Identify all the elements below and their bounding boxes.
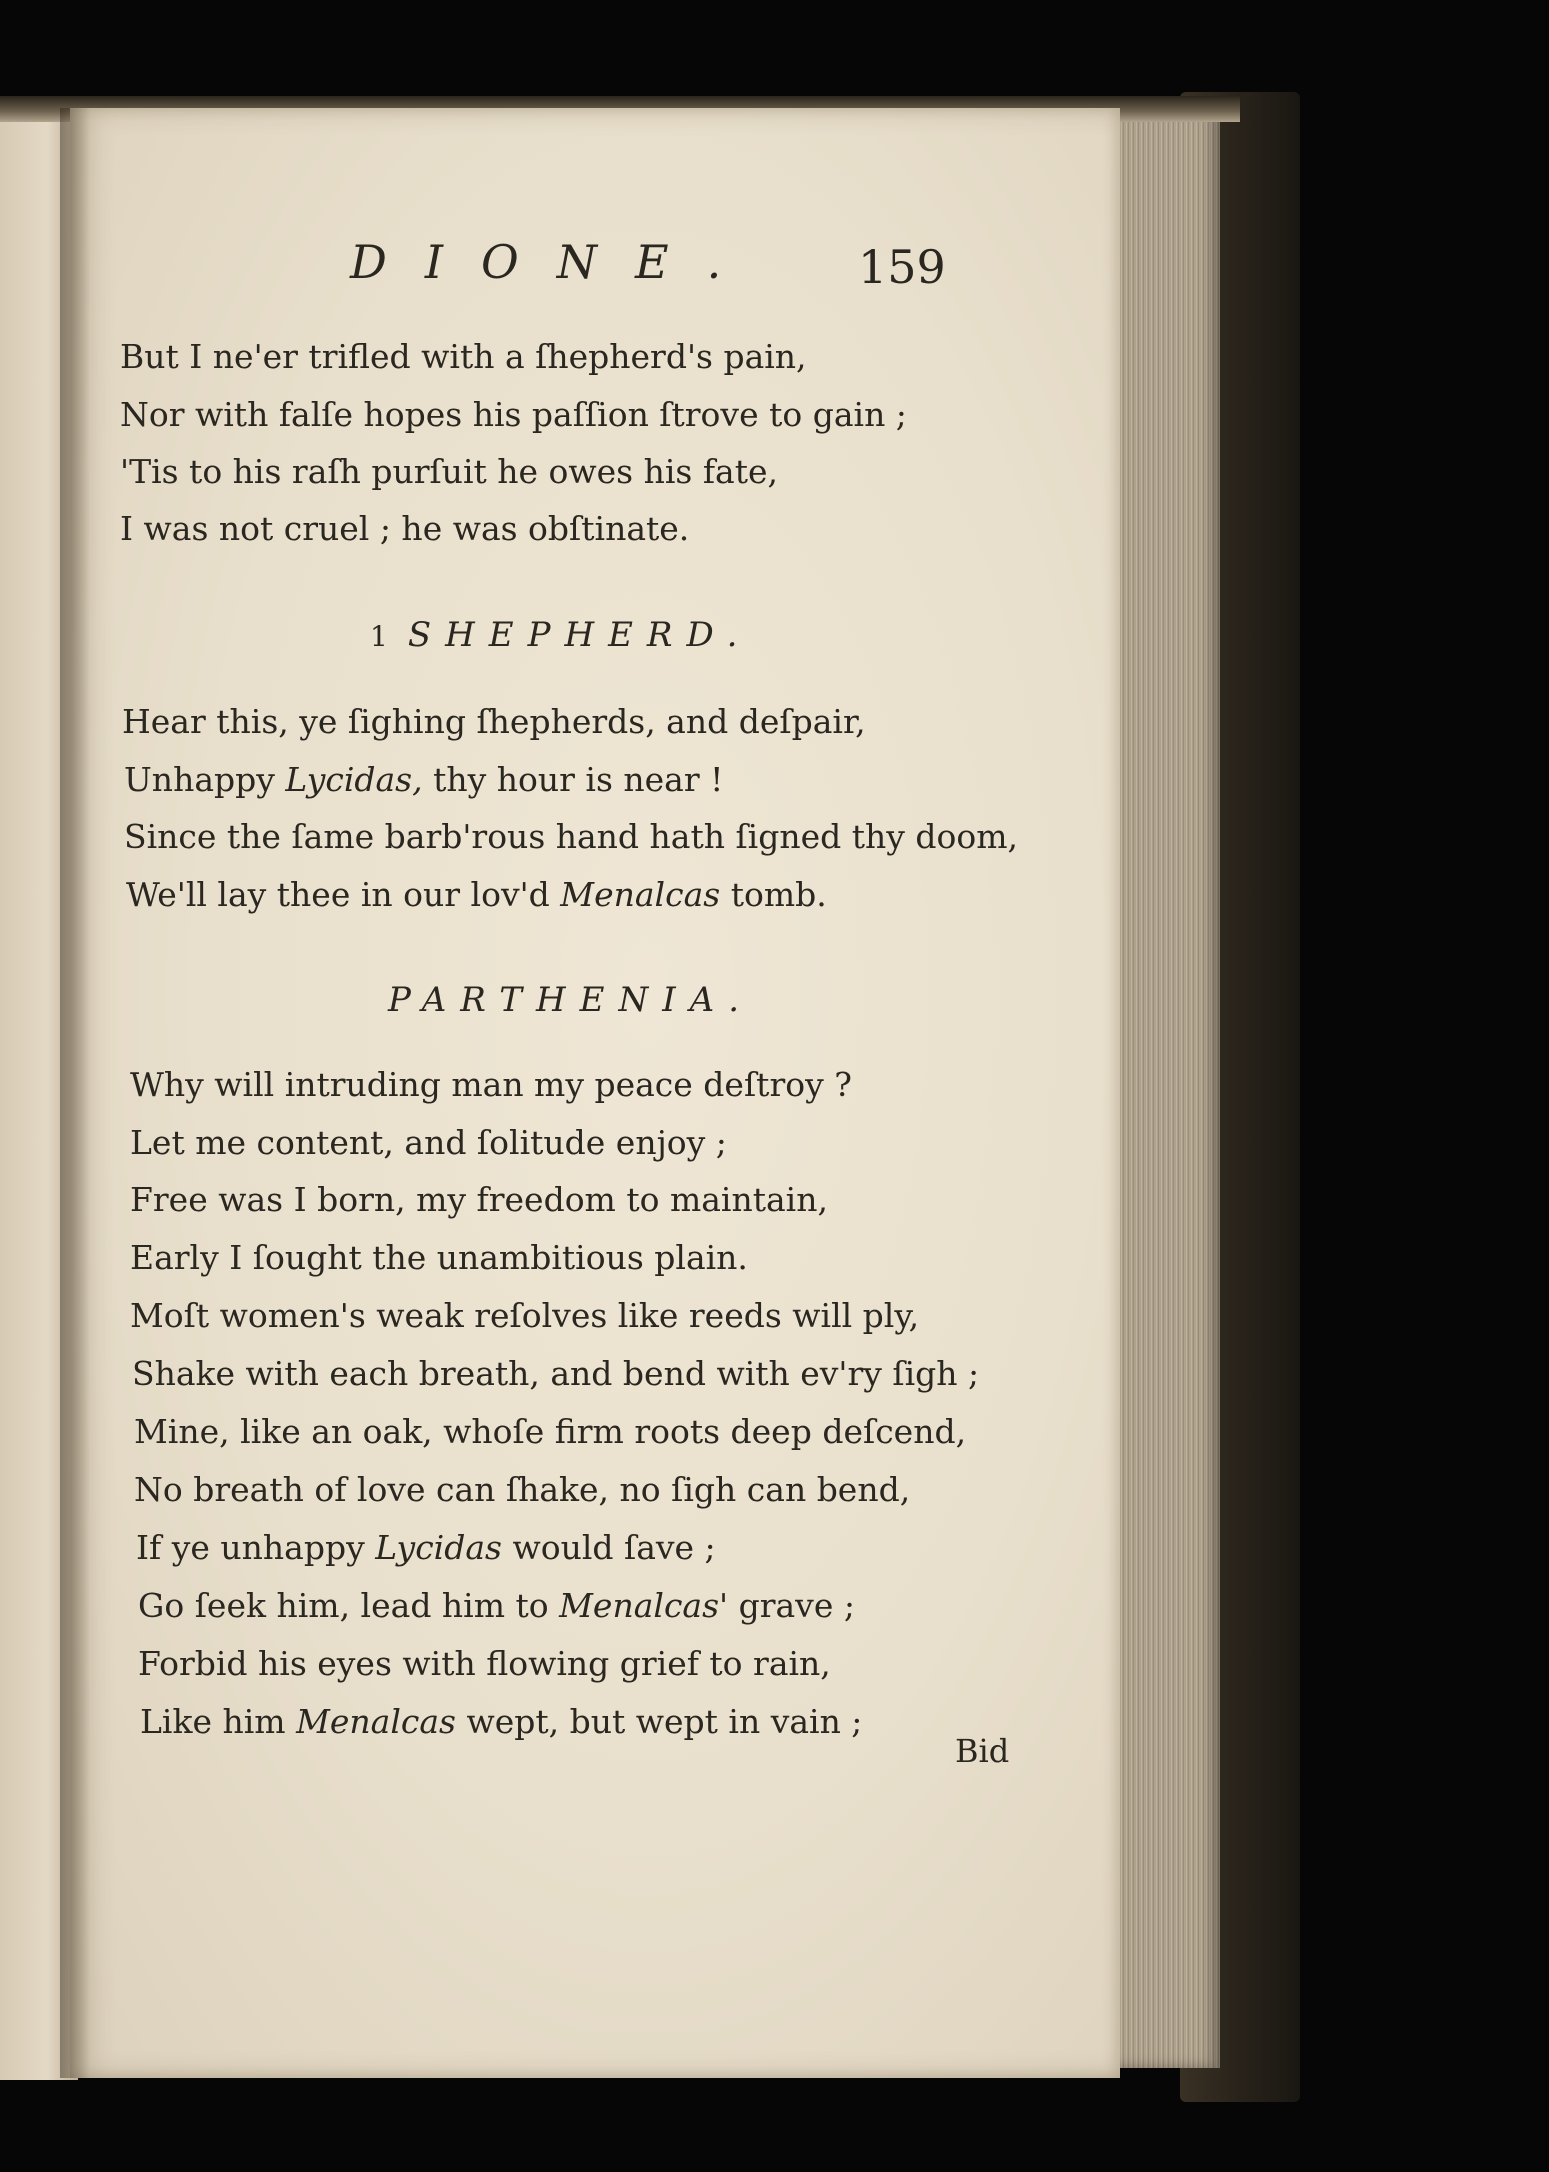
- gutter-shadow: [60, 108, 90, 2078]
- catchword: Bid: [955, 1732, 1010, 1770]
- speaker-name: SHEPHERD.: [407, 615, 752, 655]
- verse-line: Why will intruding man my peace deſtroy ?: [130, 1065, 852, 1104]
- verse-line: Go ſeek him, lead him to Menalcas' grave ;: [138, 1586, 855, 1625]
- character-name: Lycidas: [375, 1528, 502, 1567]
- speaker-number: 1: [370, 620, 388, 653]
- verse-line: Since the ſame barb'rous hand hath ſigned thy doom,: [124, 817, 1019, 856]
- verse-line: If ye unhappy Lycidas would ſave ;: [136, 1528, 716, 1567]
- verse-line: No breath of love can ſhake, no ſigh can bend,: [134, 1470, 911, 1509]
- verse-line: 'Tis to his raſh purſuit he owes his fate,: [120, 452, 778, 491]
- speaker-heading: PARTHENIA.: [388, 980, 754, 1020]
- verse-line: We'll lay thee in our lov'd Menalcas tomb.: [126, 875, 827, 914]
- verse-line: Shake with each breath, and bend with ev'ry ſigh ;: [132, 1354, 980, 1393]
- verse-line: I was not cruel ; he was obſtinate.: [120, 509, 690, 548]
- verse-line: Let me content, and ſolitude enjoy ;: [130, 1123, 727, 1162]
- verse-line: Like him Menalcas wept, but wept in vain ;: [140, 1702, 863, 1741]
- verse-line: Hear this, ye ſighing ſhepherds, and deſpair,: [122, 702, 866, 741]
- page-number: 159: [858, 240, 946, 294]
- character-name: Menalcas: [296, 1702, 456, 1741]
- speaker-heading: [370, 615, 751, 655]
- running-head: DIONE.: [350, 235, 760, 289]
- verse-line: Forbid his eyes with flowing grief to rain,: [138, 1644, 831, 1683]
- verse-line: Moſt women's weak reſolves like reeds will ply,: [130, 1296, 920, 1335]
- character-name: Menalcas': [559, 1586, 729, 1625]
- verse-line: Free was I born, my freedom to maintain,: [130, 1180, 828, 1219]
- verse-line: Unhappy Lycidas, thy hour is near !: [124, 760, 724, 799]
- character-name: Lycidas,: [285, 760, 423, 799]
- verse-line: Nor with falſe hopes his paſſion ſtrove to gain ;: [120, 395, 907, 434]
- verse-line: Early I ſought the unambitious plain.: [130, 1238, 748, 1277]
- verse-line: Mine, like an oak, whoſe firm roots deep deſcend,: [134, 1412, 967, 1451]
- verse-line: But I ne'er trifled with a ſhepherd's pain,: [120, 337, 807, 376]
- page-edges: [1110, 108, 1220, 2068]
- character-name: Menalcas: [560, 875, 721, 914]
